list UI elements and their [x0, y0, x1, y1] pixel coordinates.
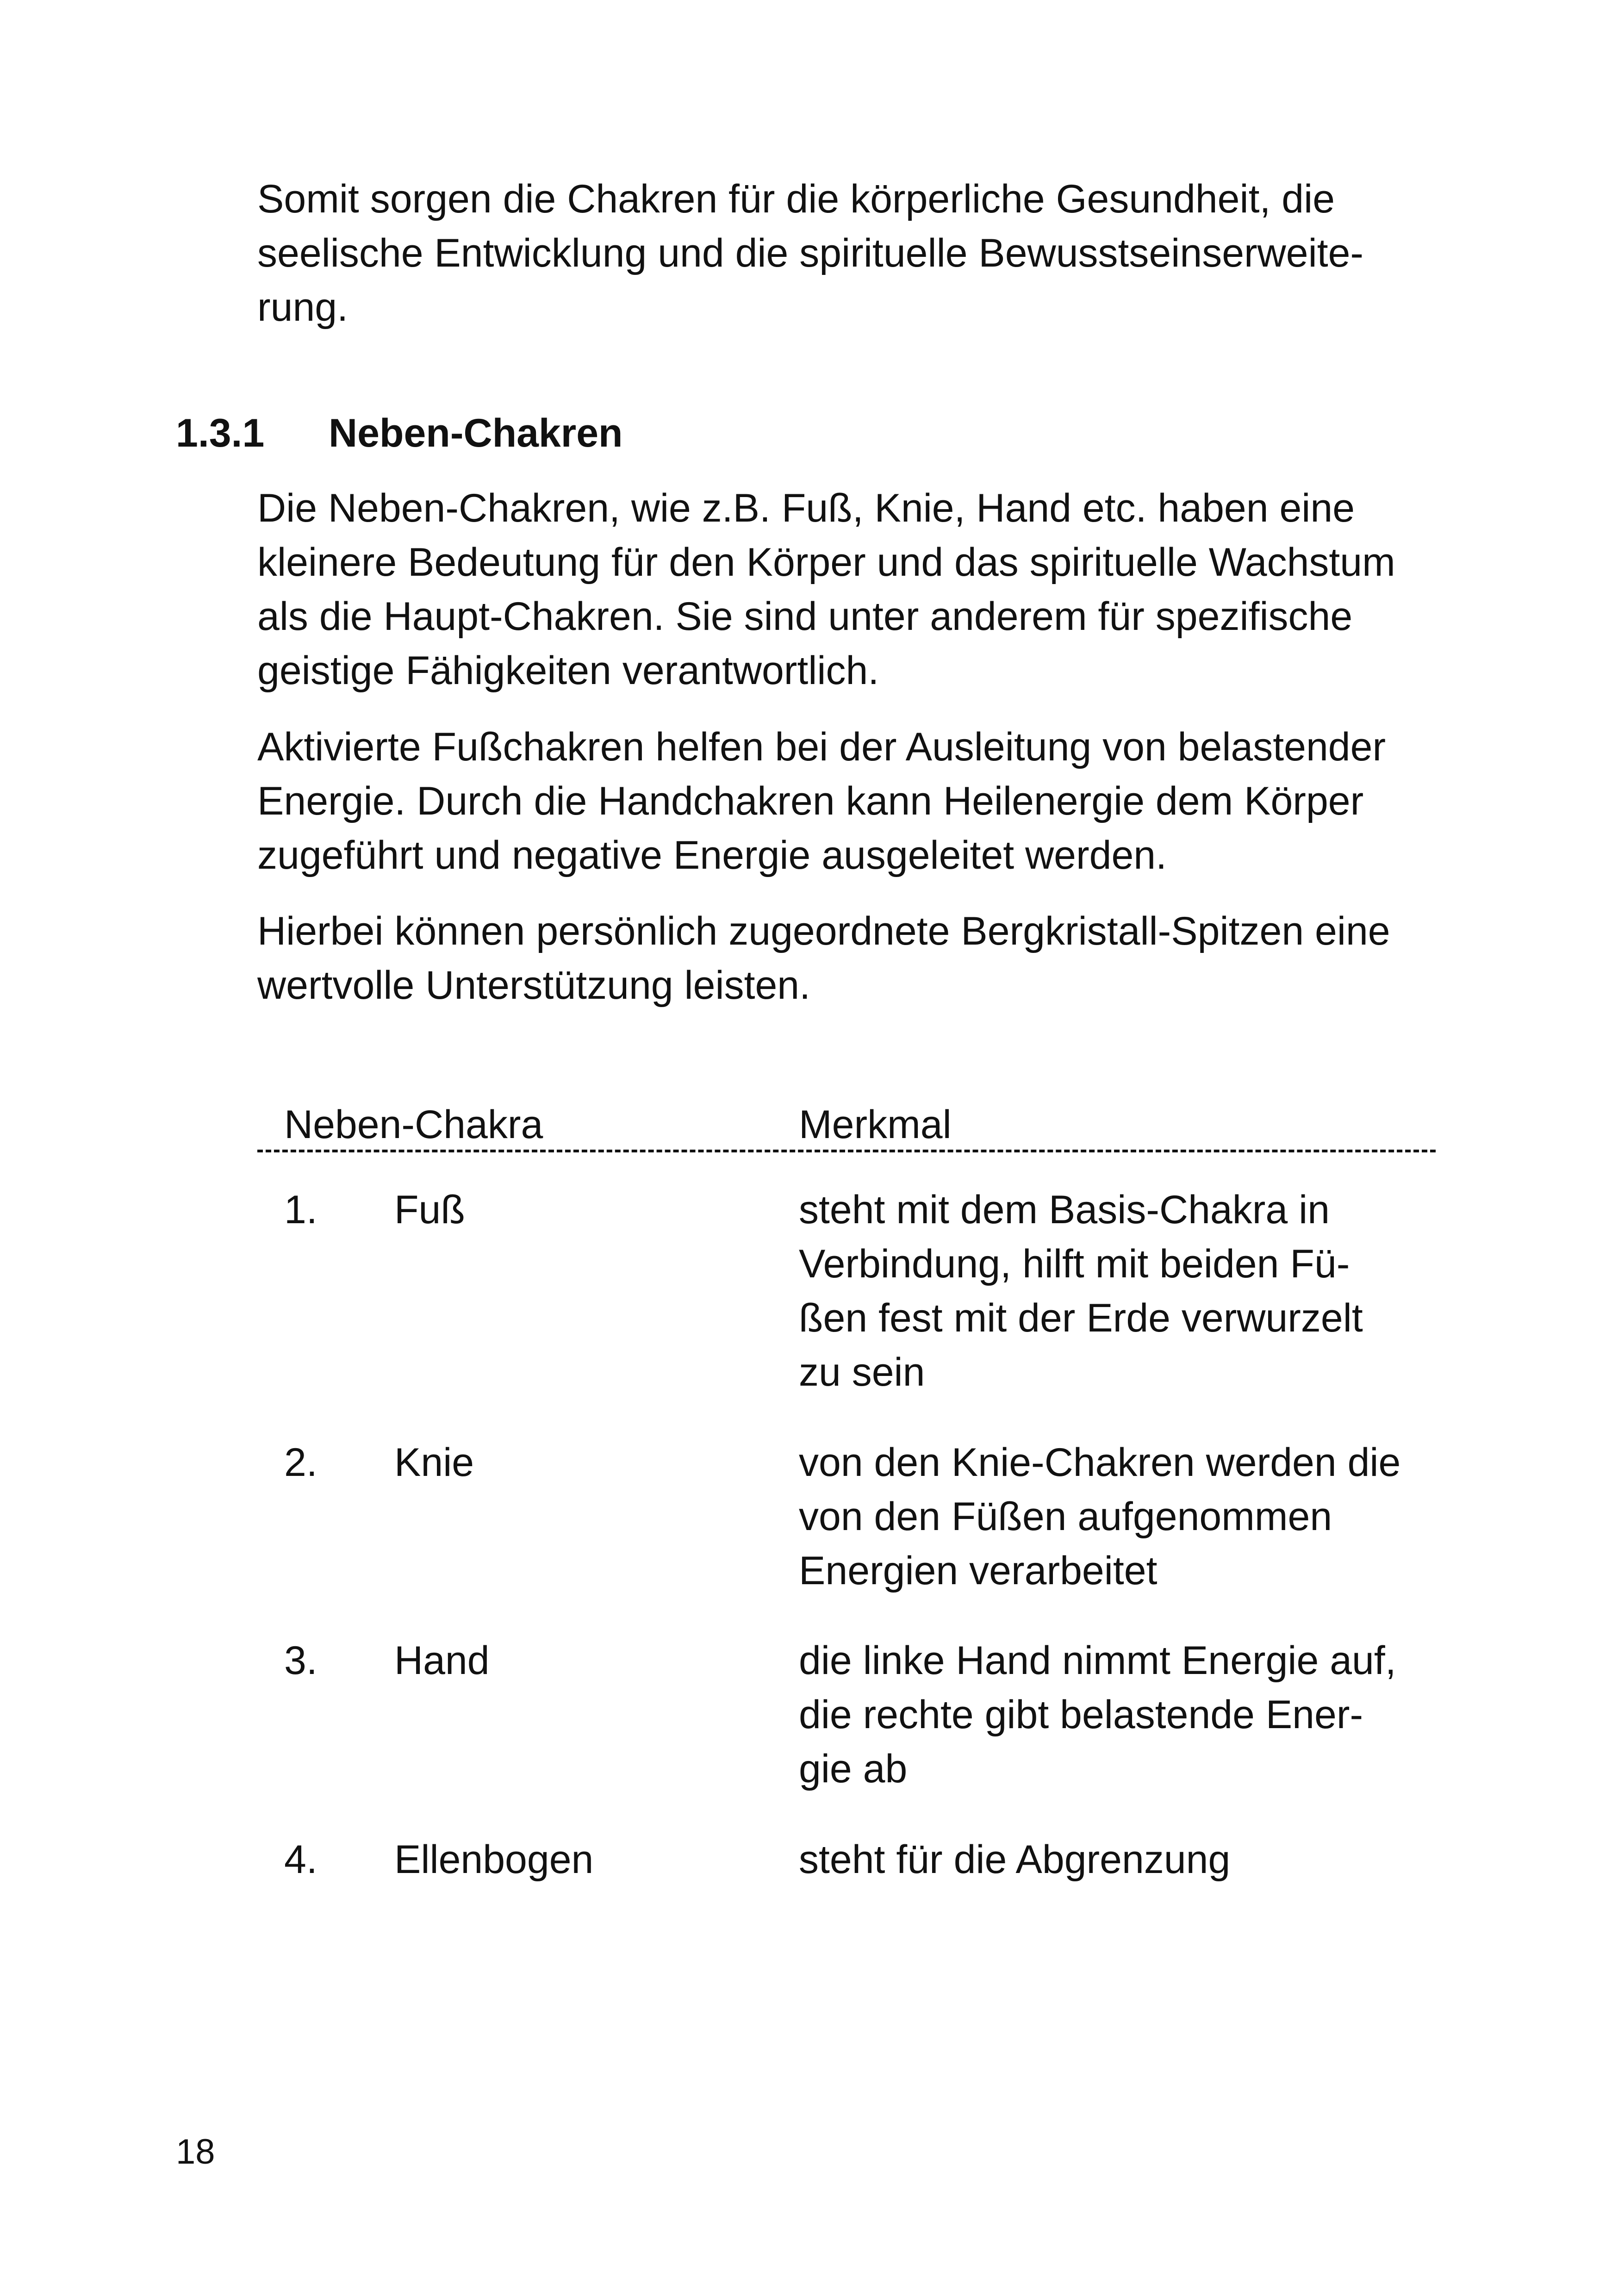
text-line: von den Füßen aufgenommen: [799, 1494, 1332, 1539]
row-chakra-name: Knie: [394, 1440, 474, 1485]
table-header-divider: [257, 1150, 1436, 1152]
row-chakra-name: Ellenbogen: [394, 1837, 594, 1882]
section-number: 1.3.1: [176, 411, 265, 455]
column-header-neben-chakra: Neben-Chakra: [284, 1102, 543, 1147]
section-title: Neben-Chakren: [329, 411, 623, 455]
text-line: Energie. Durch die Handchakren kann Heilenergie dem Körper: [257, 779, 1364, 823]
text-line: steht mit dem Basis-Chakra in: [799, 1188, 1330, 1232]
paragraph-fusschakren: [257, 720, 1442, 883]
row-description: [799, 1634, 1396, 1796]
intro-paragraph: [257, 172, 1442, 335]
row-chakra-name: Hand: [394, 1638, 490, 1683]
text-line: als die Haupt-Chakren. Sie sind unter anderem für spezifische: [257, 594, 1353, 639]
text-line: Verbindung, hilft mit beiden Fü-: [799, 1242, 1350, 1286]
row-number: 3.: [284, 1638, 317, 1683]
row-description: [799, 1833, 1230, 1887]
text-line: wertvolle Unterstützung leisten.: [257, 963, 811, 1008]
text-line: Hierbei können persönlich zugeordnete Bergkristall-Spitzen eine: [257, 909, 1390, 953]
row-number: 2.: [284, 1440, 317, 1485]
text-line: kleinere Bedeutung für den Körper und das spirituelle Wachstum: [257, 540, 1395, 585]
row-description: [799, 1183, 1363, 1400]
text-line: Die Neben-Chakren, wie z.B. Fuß, Knie, Hand etc. haben eine: [257, 486, 1355, 530]
section-heading: [176, 406, 623, 460]
row-chakra-name: Fuß: [394, 1188, 465, 1232]
text-line: Somit sorgen die Chakren für die körperliche Gesundheit, die: [257, 177, 1335, 221]
text-line: gie ab: [799, 1747, 908, 1791]
paragraph-neben-chakren: [257, 481, 1442, 698]
column-header-merkmal: Merkmal: [799, 1102, 952, 1147]
text-line: ßen fest mit der Erde verwurzelt: [799, 1296, 1363, 1340]
text-line: rung.: [257, 285, 348, 330]
text-line: geistige Fähigkeiten verantwortlich.: [257, 648, 879, 693]
text-line: die rechte gibt belastende Ener-: [799, 1692, 1363, 1737]
text-line: zugeführt und negative Energie ausgeleitet werden.: [257, 833, 1167, 877]
text-line: zu sein: [799, 1350, 925, 1394]
row-description: [799, 1436, 1400, 1598]
row-number: 1.: [284, 1188, 317, 1232]
page-number: 18: [176, 2132, 215, 2172]
text-line: von den Knie-Chakren werden die: [799, 1440, 1401, 1485]
text-line: steht für die Abgrenzung: [799, 1837, 1231, 1882]
text-line: die linke Hand nimmt Energie auf,: [799, 1638, 1396, 1683]
text-line: seelische Entwicklung und die spirituelle Bewusstseinserweite-: [257, 231, 1364, 275]
row-number: 4.: [284, 1837, 317, 1882]
text-line: Energien verarbeitet: [799, 1549, 1157, 1593]
paragraph-bergkristall: [257, 904, 1442, 1013]
text-line: Aktivierte Fußchakren helfen bei der Ausleitung von belastender: [257, 725, 1386, 769]
